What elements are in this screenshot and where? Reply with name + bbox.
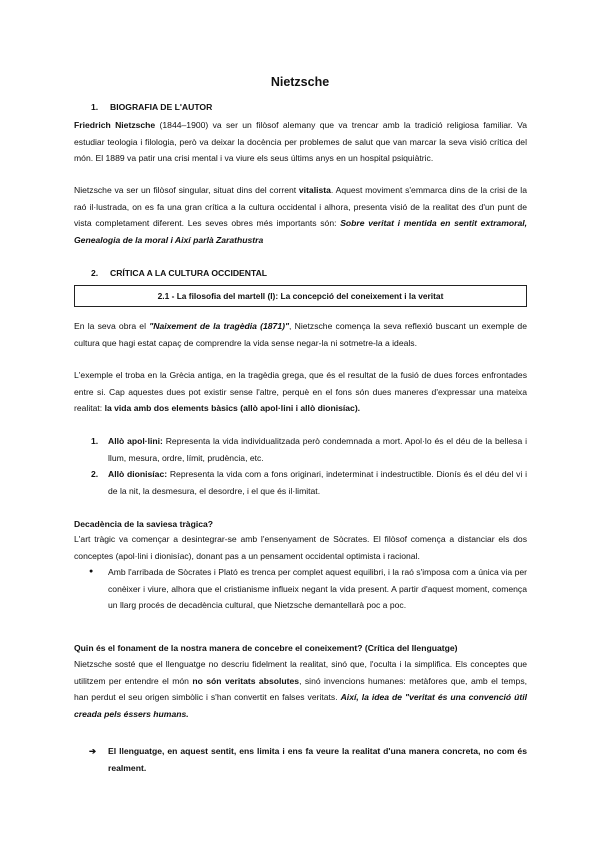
section-2-title: CRÍTICA A LA CULTURA OCCIDENTAL [110,268,268,278]
dionysian-text: Representa la vida com a fons originari, indeterminat i indestructible. Dionís és el déu del vi i de la nit, la desmesura, el desordre, i el que és il·limitat. [108,469,527,496]
subsection-box-title: 2.1 - La filosofia del martell (I): La concepció del coneixement i la veritat [74,285,527,307]
author-name: Friedrich Nietzsche [74,120,156,130]
language-emphasis: no són veritats absolutes [192,675,300,686]
greece-text-a: L'exemple el troba en la Grècia antiga, en la tragèdia grega, que és el resultat de la fusió de dues forces enfrontades entre si. Cap aquestes dues pot existir sense l'altre, perquè en el fons són dues maneres d'expressar una mateixa realitat: [74,370,527,413]
tragedy-work-title: "Naixement de la tragèdia (1871)" [149,321,290,331]
biography-text: (1844–1900) va ser un filòsof alemany que va trencar amb la tradició religiosa familiar. Va estudiar teologia i filologia, però va deixar la docència per problemes de salut que van marcar la seva visió crítica del món. El 1889 va patir una crisi mental i va viure els seus últims anys en un hospital psiquiàtric. [74,120,527,163]
socrates-bullet: Amb l'arribada de Sòcrates i Plató es trenca per complet aquest equilibri, i la raó s'imposa com a única via per conèixer i viure, alhora que el cristianisme influeix negant la vida present. A partir d'aquest moment, comença un llarg procés de decadència cultural, que Nietzsche demantellarà poc a poc. [108,567,527,610]
page-title: Nietzsche [270,75,330,89]
section-2-number: 2. [91,268,99,278]
decadence-paragraph: L'art tràgic va començar a desintegrar-se amb l'ensenyament de Sòcrates. El filòsof comença a distanciar els dos conceptes (apol·lini i dionisíac), donant pas a un pensament occidental optimista i racional. [74,534,527,561]
arrow-icon: ➔ [89,746,97,756]
vitalism-text-c: . Aquest moviment s'emmarca dins de la crisi de la raó il·lustrada, on es fa una gran crítica a la cultura occidental i alhora, presenta visió de la realitat des d'un punt de vista completament diferent. Les seves obres més importants són: [74,185,527,228]
biography-paragraph [74,117,527,167]
vitalism-text-a: Nietzsche va ser un filòsof singular, situat dins del corrent [74,185,299,195]
language-subheading: Quin és el fonament de la nostra manera de concebre el coneixement? (Crítica del llenguatge) [74,643,458,653]
language-text-c: , sinó invencions humanes: metàfores que, amb el temps, han perdut el seu origen simbòlic i s'han convertit en falses veritats. [74,675,527,702]
apollonian-term: Allò apol·lini: [108,436,163,446]
section-1-heading [91,102,212,112]
language-text-a: Nietzsche sosté que el llenguatge no descriu fidelment la realitat, sinó que, l'oculta i la simplifica. Els conceptes que utilitzem per entendre el món [74,659,527,686]
greece-key-idea: la vida amb dos elements bàsics (allò apol·lini i allò dionisíac). [104,403,361,413]
apollonian-item [108,433,527,466]
language-paragraph [74,656,527,722]
tragedy-paragraph [74,318,527,351]
major-works: Sobre veritat i mentida en sentit extramoral, Genealogia de la moral i Així parlà Zarathustra [74,218,528,245]
decadence-subheading: Decadència de la saviesa tràgica? [74,519,214,529]
list-marker-1: 1. [91,436,99,446]
tragedy-text-a: En la seva obra el [74,321,150,331]
truth-convention: Així, la idea de "veritat és una convenció útil creada pels éssers humans. [74,692,527,719]
vitalism-paragraph [74,182,527,248]
language-conclusion: El llenguatge, en aquest sentit, ens limita i ens fa veure la realitat d'una manera concreta, no com és realment. [108,746,527,773]
bullet-icon: ● [89,568,94,575]
vitalism-term: vitalista [298,185,331,195]
dionysian-term: Allò dionisíac: [108,469,168,479]
list-marker-2: 2. [91,469,99,479]
apollonian-text: Representa la vida individualitzada però condemnada a mort. Apol·lo és el déu de la bellesa i llum, mesura, ordre, límit, prudència, etc. [108,436,527,463]
section-1-title: BIOGRAFIA DE L'AUTOR [110,102,213,112]
tragedy-text-c: , Nietzsche comença la seva reflexió buscant un exemple de cultura que hagi estat capaç de comprendre la vida sense negar-la ni sotmetre-la a ideals. [74,321,527,348]
dionysian-item [108,466,527,499]
section-1-number: 1. [91,102,99,112]
greece-paragraph [74,367,527,417]
section-2-heading [91,268,267,278]
